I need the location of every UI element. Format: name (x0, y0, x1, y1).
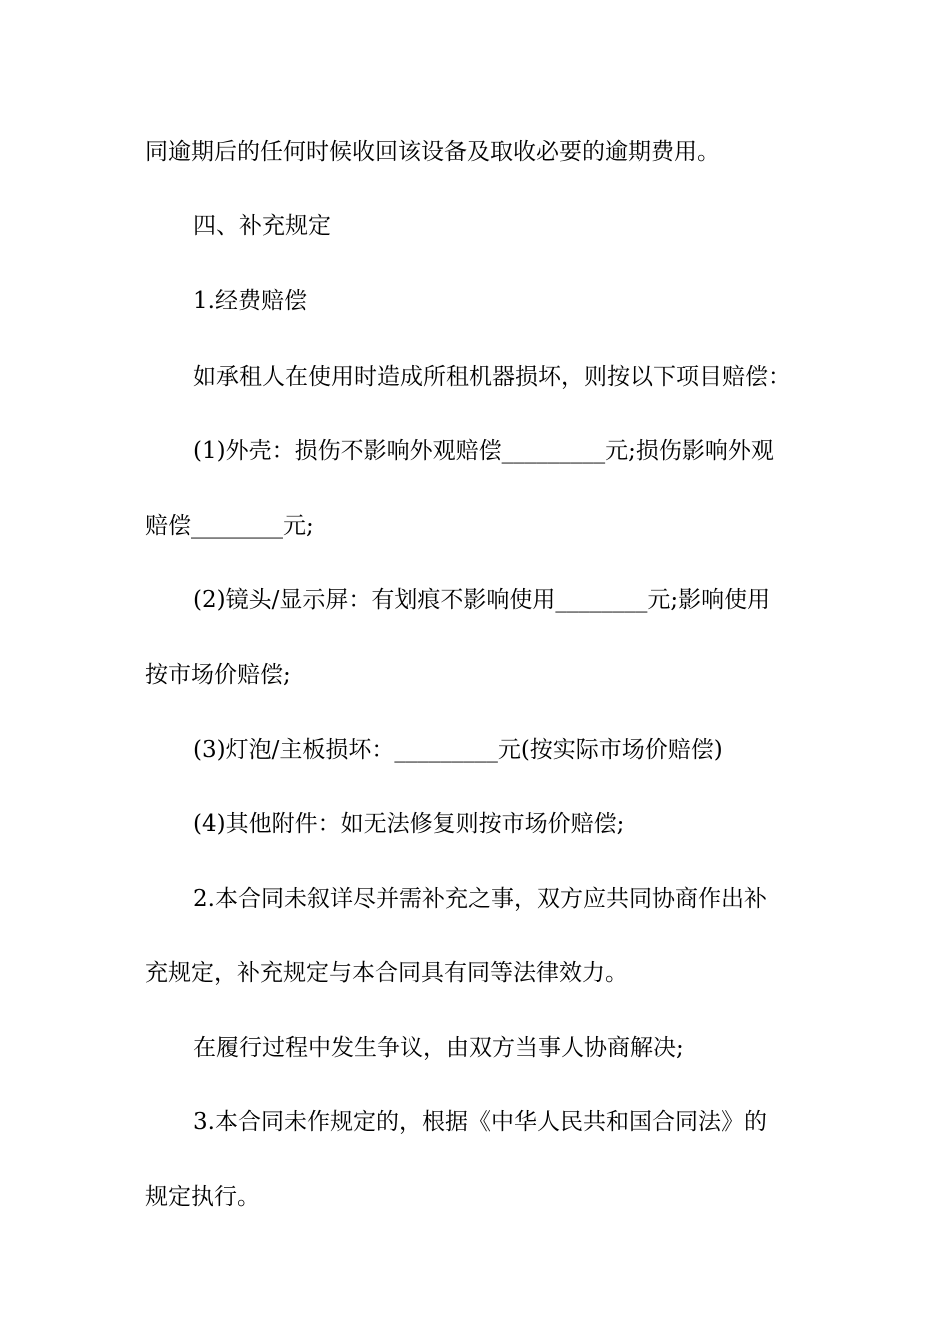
paragraph-line: 2.本合同未叙详尽并需补充之事，双方应共同协商作出补 (193, 886, 767, 912)
list-item-continuation: 赔偿________元; (145, 513, 314, 539)
paragraph-line: 如承租人在使用时造成所租机器损坏，则按以下项目赔偿： (193, 364, 791, 390)
list-item: (3)灯泡/主板损坏：_________元(按实际市场价赔偿) (193, 737, 723, 763)
list-item: (2)镜头/显示屏：有划痕不影响使用________元;影响使用 (193, 587, 771, 613)
paragraph-line: 充规定，补充规定与本合同具有同等法律效力。 (145, 960, 628, 986)
subsection-heading: 1.经费赔偿 (193, 288, 307, 314)
paragraph-line: 规定执行。 (145, 1184, 260, 1210)
section-heading: 四、补充规定 (193, 213, 331, 239)
paragraph-line: 同逾期后的任何时候收回该设备及取收必要的逾期费用。 (145, 139, 720, 165)
list-item: (4)其他附件：如无法修复则按市场价赔偿; (193, 811, 625, 837)
list-item: (1)外壳：损伤不影响外观赔偿_________元;损伤影响外观 (193, 438, 774, 464)
paragraph-line: 在履行过程中发生争议，由双方当事人协商解决; (193, 1035, 684, 1061)
list-item-continuation: 按市场价赔偿; (145, 662, 291, 688)
paragraph-line: 3.本合同未作规定的，根据《中华人民共和国合同法》的 (193, 1109, 767, 1135)
